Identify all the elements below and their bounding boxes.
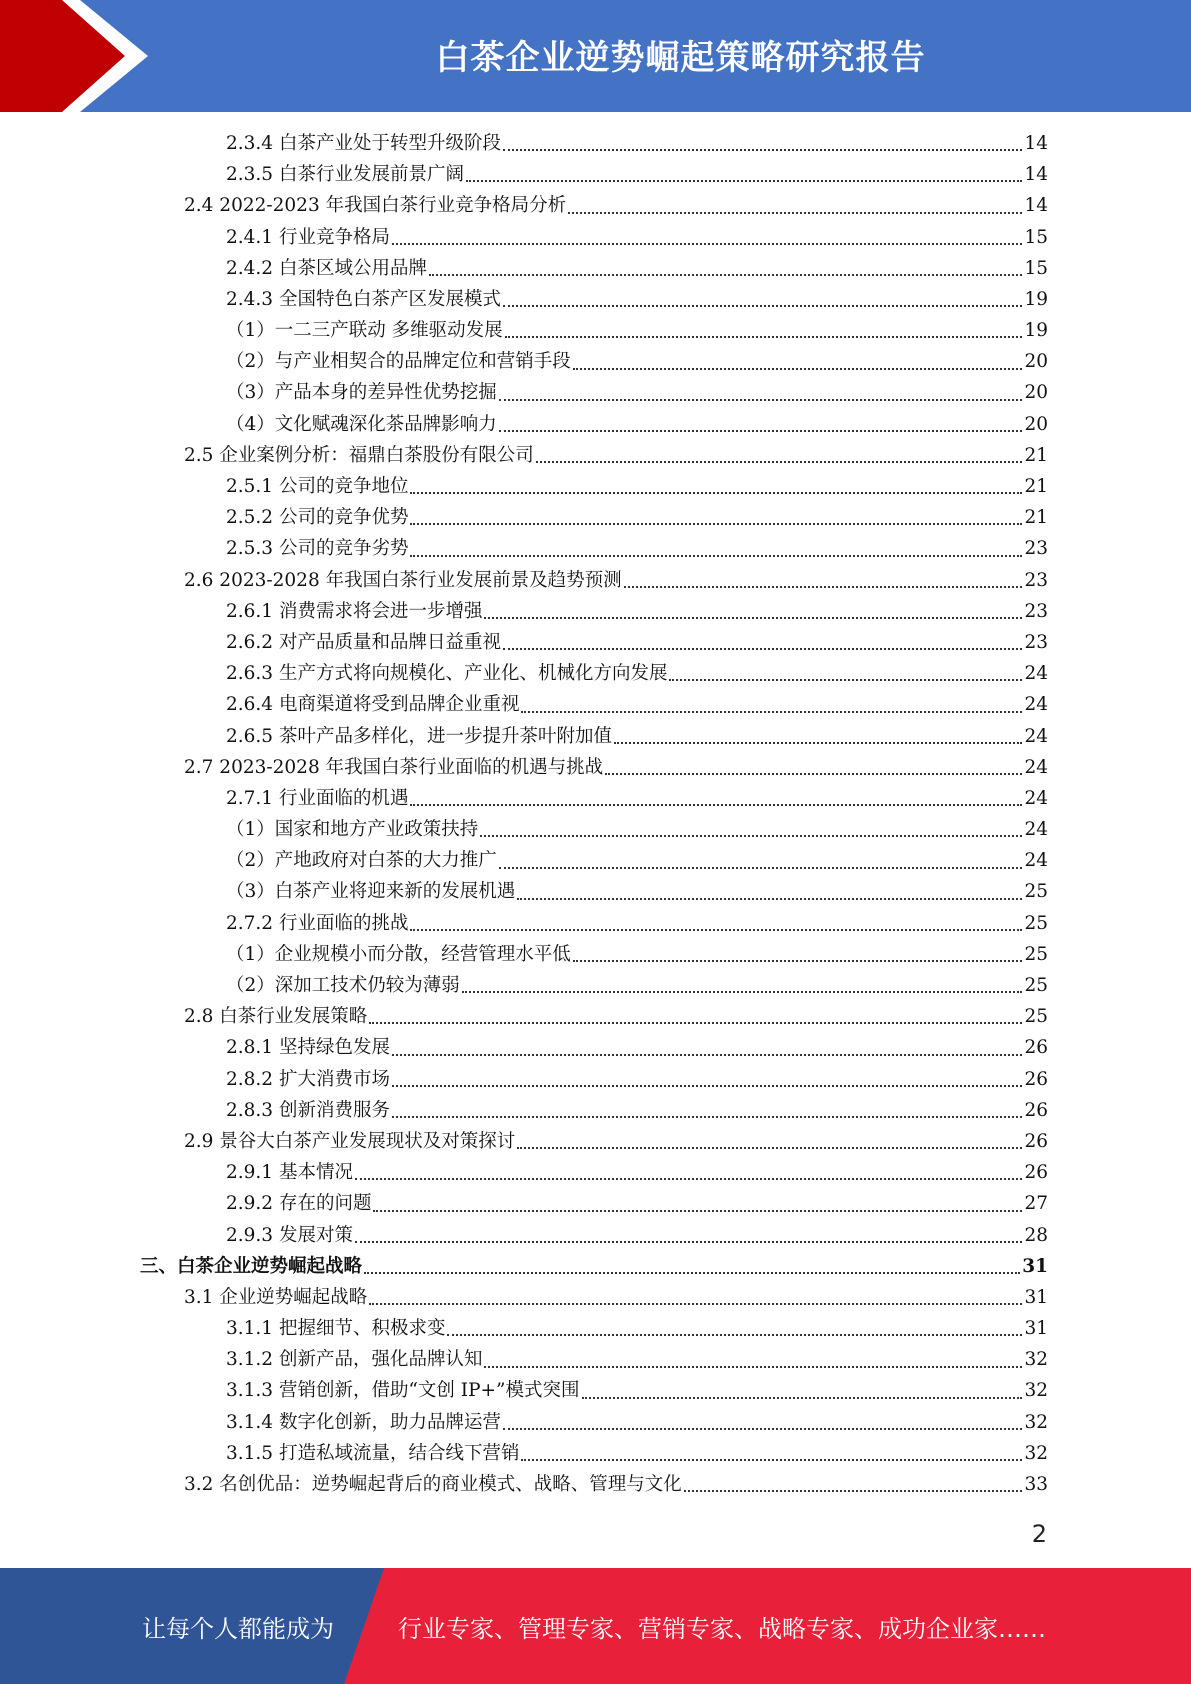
toc-dot-leader bbox=[614, 741, 1022, 744]
toc-entry-label: 2.6.1 消费需求将会进一步增强 bbox=[226, 600, 483, 622]
toc-entry-label: 3.1.3 营销创新，借助“文创 IP+”模式突围 bbox=[226, 1380, 580, 1402]
toc-entry-page: 21 bbox=[1024, 476, 1048, 498]
document-title: 白茶企业逆势崛起策略研究报告 bbox=[435, 37, 926, 78]
toc-dot-leader bbox=[505, 335, 1023, 338]
toc-entry[interactable] bbox=[140, 908, 1048, 939]
toc-entry-page: 15 bbox=[1024, 257, 1048, 279]
toc-entry-label: 2.9.1 基本情况 bbox=[226, 1162, 353, 1184]
toc-entry-label: （4）文化赋魂深化茶品牌影响力 bbox=[226, 413, 497, 435]
toc-entry-page: 14 bbox=[1024, 164, 1048, 186]
toc-entry-page: 25 bbox=[1024, 1006, 1048, 1028]
toc-dot-leader bbox=[410, 522, 1022, 525]
toc-entry-page: 23 bbox=[1024, 569, 1048, 591]
toc-entry[interactable] bbox=[140, 1438, 1048, 1469]
toc-entry[interactable] bbox=[140, 1064, 1048, 1095]
toc-entry-label: 2.5.1 公司的竞争地位 bbox=[226, 476, 409, 498]
toc-entry-label: 2.7.2 行业面临的挑战 bbox=[226, 912, 409, 934]
toc-entry-label: 2.6 2023-2028 年我国白茶行业发展前景及趋势预测 bbox=[184, 569, 622, 591]
toc-entry-page: 32 bbox=[1024, 1442, 1048, 1464]
toc-entry-page: 24 bbox=[1024, 663, 1048, 685]
toc-entry-page: 14 bbox=[1024, 132, 1048, 154]
toc-dot-leader bbox=[429, 273, 1022, 276]
toc-entry-page: 15 bbox=[1024, 226, 1048, 248]
toc-entry-label: （2）产地政府对白茶的大力推广 bbox=[226, 850, 497, 872]
toc-entry-label: 2.6.4 电商渠道将受到品牌企业重视 bbox=[226, 694, 520, 716]
toc-entry[interactable] bbox=[140, 627, 1048, 658]
toc-entry[interactable] bbox=[140, 346, 1048, 377]
toc-dot-leader bbox=[605, 772, 1022, 775]
toc-entry-label: 2.7 2023-2028 年我国白茶行业面临的机遇与挑战 bbox=[184, 756, 604, 778]
toc-entry-label: （2）与产业相契合的品牌定位和营销手段 bbox=[226, 351, 571, 373]
toc-entry[interactable] bbox=[140, 409, 1048, 440]
toc-entry-page: 19 bbox=[1024, 320, 1048, 342]
toc-entry-label: 2.4 2022-2023 年我国白茶行业竞争格局分析 bbox=[184, 195, 567, 217]
toc-entry-label: 2.8 白茶行业发展策略 bbox=[184, 1006, 368, 1028]
toc-entry-page: 25 bbox=[1024, 975, 1048, 997]
toc-entry-page: 28 bbox=[1024, 1224, 1048, 1246]
toc-entry-page: 25 bbox=[1024, 881, 1048, 903]
toc-entry-label: 2.8.2 扩大消费市场 bbox=[226, 1068, 390, 1090]
toc-entry-page: 31 bbox=[1024, 1318, 1048, 1340]
toc-dot-leader bbox=[364, 1271, 1020, 1274]
toc-entry-label: 3.1.2 创新产品，强化品牌认知 bbox=[226, 1349, 483, 1371]
toc-entry-label: （1）一二三产联动 多维驱动发展 bbox=[226, 320, 503, 342]
toc-entry[interactable] bbox=[140, 658, 1048, 689]
toc-entry-label: 2.6.2 对产品质量和品牌日益重视 bbox=[226, 631, 501, 653]
footer-slogan: 让每个人都能成为 bbox=[142, 1614, 334, 1643]
toc-entry-label: 2.4.3 全国特色白茶产区发展模式 bbox=[226, 288, 501, 310]
toc-entry-label: 2.9.2 存在的问题 bbox=[226, 1193, 372, 1215]
toc-entry[interactable] bbox=[140, 783, 1048, 814]
toc-entry-label: 2.5 企业案例分析：福鼎白茶股份有限公司 bbox=[184, 444, 534, 466]
toc-dot-leader bbox=[369, 1302, 1022, 1305]
toc-entry[interactable] bbox=[140, 159, 1048, 190]
toc-entry[interactable] bbox=[140, 1032, 1048, 1063]
toc-entry-page: 24 bbox=[1024, 819, 1048, 841]
toc-entry[interactable] bbox=[140, 1251, 1048, 1282]
toc-entry[interactable] bbox=[140, 253, 1048, 284]
toc-entry-label: 3.1.5 打造私域流量，结合线下营销 bbox=[226, 1442, 520, 1464]
toc-dot-leader bbox=[392, 1053, 1022, 1056]
toc-entry[interactable] bbox=[140, 190, 1048, 221]
toc-entry-label: （2）深加工技术仍较为薄弱 bbox=[226, 975, 460, 997]
toc-entry-label: 2.3.4 白茶产业处于转型升级阶段 bbox=[226, 132, 501, 154]
toc-entry-page: 32 bbox=[1024, 1411, 1048, 1433]
toc-entry[interactable] bbox=[140, 814, 1048, 845]
toc-entry-label: （3）白茶产业将迎来新的发展机遇 bbox=[226, 881, 516, 903]
toc-dot-leader bbox=[373, 1209, 1022, 1212]
toc-entry[interactable] bbox=[140, 970, 1048, 1001]
toc-dot-leader bbox=[462, 990, 1023, 993]
toc-dot-leader bbox=[499, 866, 1023, 869]
toc-entry[interactable] bbox=[140, 689, 1048, 720]
toc-dot-leader bbox=[503, 1427, 1022, 1430]
toc-entry-label: 2.4.1 行业竞争格局 bbox=[226, 226, 390, 248]
toc-dot-leader bbox=[582, 1396, 1023, 1399]
toc-entry[interactable] bbox=[140, 845, 1048, 876]
toc-entry-label: 2.8.3 创新消费服务 bbox=[226, 1099, 390, 1121]
toc-entry-label: 2.6.3 生产方式将向规模化、产业化、机械化方向发展 bbox=[226, 663, 668, 685]
toc-dot-leader bbox=[392, 1084, 1022, 1087]
toc-entry[interactable] bbox=[140, 877, 1048, 908]
toc-entry[interactable] bbox=[140, 1126, 1048, 1157]
page-header bbox=[0, 0, 1191, 112]
toc-entry-label: 3.1.4 数字化创新，助力品牌运营 bbox=[226, 1411, 501, 1433]
toc-entry-label: 2.7.1 行业面临的机遇 bbox=[226, 787, 409, 809]
toc-dot-leader bbox=[410, 554, 1022, 557]
toc-entry-label: 2.6.5 茶叶产品多样化，进一步提升茶叶附加值 bbox=[226, 725, 612, 747]
toc-dot-leader bbox=[568, 211, 1022, 214]
toc-entry-page: 23 bbox=[1024, 631, 1048, 653]
toc-entry[interactable] bbox=[140, 315, 1048, 346]
toc-dot-leader bbox=[484, 1365, 1022, 1368]
toc-entry-label: 2.8.1 坚持绿色发展 bbox=[226, 1037, 390, 1059]
toc-dot-leader bbox=[521, 1458, 1022, 1461]
toc-entry[interactable] bbox=[140, 284, 1048, 315]
toc-entry[interactable] bbox=[140, 1220, 1048, 1251]
toc-entry-label: 2.5.2 公司的竞争优势 bbox=[226, 507, 409, 529]
toc-dot-leader bbox=[669, 678, 1022, 681]
toc-entry-page: 31 bbox=[1022, 1255, 1048, 1277]
toc-entry-label: 2.9 景谷大白茶产业发展现状及对策探讨 bbox=[184, 1130, 516, 1152]
toc-entry-page: 23 bbox=[1024, 600, 1048, 622]
toc-entry-page: 25 bbox=[1024, 912, 1048, 934]
toc-dot-leader bbox=[517, 1146, 1022, 1149]
toc-entry[interactable] bbox=[140, 128, 1048, 159]
toc-entry-label: （1）国家和地方产业政策扶持 bbox=[226, 819, 479, 841]
toc-entry-page: 26 bbox=[1024, 1130, 1048, 1152]
toc-dot-leader bbox=[517, 897, 1022, 900]
toc-entry[interactable] bbox=[140, 471, 1048, 502]
toc-dot-leader bbox=[369, 1021, 1022, 1024]
toc-entry-page: 26 bbox=[1024, 1037, 1048, 1059]
toc-entry-page: 24 bbox=[1024, 694, 1048, 716]
toc-entry[interactable] bbox=[140, 1001, 1048, 1032]
toc-entry-page: 24 bbox=[1024, 725, 1048, 747]
toc-entry-label: 2.4.2 白茶区域公用品牌 bbox=[226, 257, 427, 279]
toc-entry[interactable] bbox=[140, 378, 1048, 409]
toc-dot-leader bbox=[466, 179, 1022, 182]
toc-dot-leader bbox=[392, 242, 1022, 245]
toc-dot-leader bbox=[355, 1177, 1023, 1180]
toc-entry[interactable] bbox=[140, 1095, 1048, 1126]
page-number: 2 bbox=[1031, 1520, 1047, 1548]
toc-entry-label: （1）企业规模小而分散，经营管理水平低 bbox=[226, 943, 571, 965]
toc-entry[interactable] bbox=[140, 440, 1048, 471]
toc-entry[interactable] bbox=[140, 721, 1048, 752]
toc-entry-label: 2.3.5 白茶行业发展前景广阔 bbox=[226, 164, 464, 186]
toc-entry-page: 26 bbox=[1024, 1068, 1048, 1090]
toc-entry[interactable] bbox=[140, 1313, 1048, 1344]
toc-dot-leader bbox=[573, 367, 1023, 370]
toc-entry-label: 三、白茶企业逆势崛起战略 bbox=[140, 1255, 363, 1277]
toc-entry-label: 2.5.3 公司的竞争劣势 bbox=[226, 538, 409, 560]
toc-dot-leader bbox=[536, 460, 1023, 463]
toc-entry-page: 31 bbox=[1024, 1286, 1048, 1308]
toc-entry-page: 26 bbox=[1024, 1162, 1048, 1184]
toc-dot-leader bbox=[503, 304, 1022, 307]
toc-entry-label: 3.2 名创优品：逆势崛起背后的商业模式、战略、管理与文化 bbox=[184, 1474, 682, 1496]
toc-entry[interactable] bbox=[140, 939, 1048, 970]
toc-entry[interactable] bbox=[140, 752, 1048, 783]
toc-entry-label: 2.9.3 发展对策 bbox=[226, 1224, 353, 1246]
toc-entry-page: 33 bbox=[1024, 1474, 1048, 1496]
toc-entry-page: 21 bbox=[1024, 507, 1048, 529]
footer-roles: 行业专家、管理专家、营销专家、战略专家、成功企业家…… bbox=[398, 1614, 1046, 1643]
toc-entry[interactable] bbox=[140, 1469, 1048, 1500]
toc-dot-leader bbox=[503, 148, 1022, 151]
toc-entry-label: （3）产品本身的差异性优势挖掘 bbox=[226, 382, 497, 404]
toc-entry-page: 26 bbox=[1024, 1099, 1048, 1121]
toc-entry-page: 25 bbox=[1024, 943, 1048, 965]
table-of-contents bbox=[140, 128, 1048, 1500]
toc-dot-leader bbox=[392, 1115, 1022, 1118]
toc-dot-leader bbox=[684, 1489, 1023, 1492]
toc-entry[interactable] bbox=[140, 1282, 1048, 1313]
toc-dot-leader bbox=[503, 647, 1022, 650]
toc-entry[interactable] bbox=[140, 1157, 1048, 1188]
toc-dot-leader bbox=[521, 710, 1022, 713]
toc-dot-leader bbox=[499, 398, 1023, 401]
toc-entry-page: 19 bbox=[1024, 288, 1048, 310]
toc-entry-page: 24 bbox=[1024, 756, 1048, 778]
toc-entry-page: 24 bbox=[1024, 787, 1048, 809]
toc-entry-page: 32 bbox=[1024, 1380, 1048, 1402]
toc-entry[interactable] bbox=[140, 565, 1048, 596]
toc-entry-page: 20 bbox=[1024, 382, 1048, 404]
toc-dot-leader bbox=[410, 928, 1022, 931]
page-footer bbox=[0, 1568, 1191, 1684]
toc-dot-leader bbox=[447, 1333, 1022, 1336]
toc-entry-page: 24 bbox=[1024, 850, 1048, 872]
toc-dot-leader bbox=[573, 959, 1023, 962]
toc-entry[interactable] bbox=[140, 222, 1048, 253]
toc-entry-page: 23 bbox=[1024, 538, 1048, 560]
toc-entry-page: 14 bbox=[1024, 195, 1048, 217]
toc-entry-label: 3.1.1 把握细节、积极求变 bbox=[226, 1318, 446, 1340]
toc-entry-page: 20 bbox=[1024, 413, 1048, 435]
toc-dot-leader bbox=[410, 803, 1022, 806]
toc-entry-page: 27 bbox=[1024, 1193, 1048, 1215]
toc-entry[interactable] bbox=[140, 502, 1048, 533]
toc-dot-leader bbox=[624, 585, 1023, 588]
toc-entry[interactable] bbox=[140, 1344, 1048, 1375]
toc-dot-leader bbox=[499, 429, 1023, 432]
toc-entry-page: 21 bbox=[1024, 444, 1048, 466]
toc-dot-leader bbox=[355, 1240, 1023, 1243]
toc-dot-leader bbox=[480, 834, 1022, 837]
toc-entry[interactable] bbox=[140, 1407, 1048, 1438]
toc-dot-leader bbox=[410, 491, 1022, 494]
toc-entry-page: 32 bbox=[1024, 1349, 1048, 1371]
toc-dot-leader bbox=[484, 616, 1022, 619]
toc-entry-label: 3.1 企业逆势崛起战略 bbox=[184, 1286, 368, 1308]
toc-entry[interactable] bbox=[140, 1376, 1048, 1407]
toc-entry[interactable] bbox=[140, 533, 1048, 564]
toc-entry-page: 20 bbox=[1024, 351, 1048, 373]
toc-entry[interactable] bbox=[140, 1188, 1048, 1219]
toc-entry[interactable] bbox=[140, 596, 1048, 627]
